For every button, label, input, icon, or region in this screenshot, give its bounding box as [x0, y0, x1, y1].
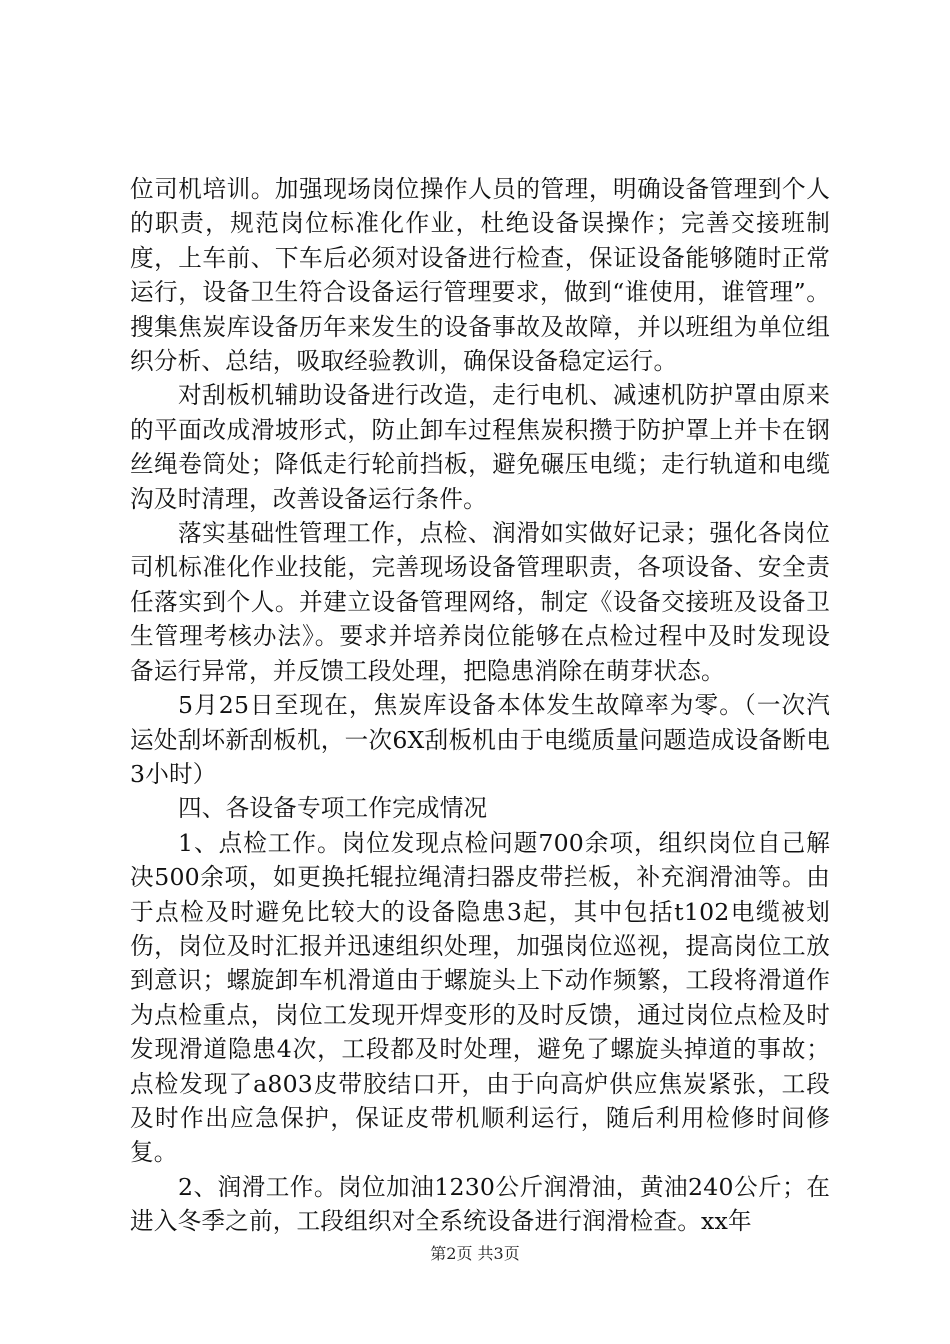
- paragraph-failure-rate: 5月25日至现在，焦炭库设备本体发生故障率为零。（一次汽运处刮坏新刮板机，一次6X刮板机由于电缆质量问题造成设备断电3小时）: [130, 691, 830, 788]
- paragraph-training: 位司机培训。加强现场岗位操作人员的管理，明确设备管理到个人的职责，规范岗位标准化作业，杜绝设备误操作；完善交接班制度，上车前、下车后必须对设备进行检查，保证设备能够随时正常运行，设备卫生符合设备运行管理要求，做到“谁使用，谁管理”。搜集焦炭库设备历年来发生的设备事故及故障，并以班组为单位组织分析、总结，吸取经验教训，确保设备稳定运行。: [130, 175, 830, 376]
- page-number-footer: 第2页 共3页: [430, 1244, 520, 1263]
- paragraph-lubrication-work: 2、润滑工作。岗位加油1230公斤润滑油，黄油240公斤；在进入冬季之前，工段组织对全系统设备进行润滑检查。xx年: [130, 1172, 830, 1236]
- paragraph-scraper-modification: 对刮板机辅助设备进行改造，走行电机、减速机防护罩由原来的平面改成滑坡形式，防止卸车过程焦炭积攒于防护罩上并卡在钢丝绳卷筒处；降低走行轮前挡板，避免碾压电缆；走行轨道和电缆沟及时清理，改善设备运行条件。: [130, 381, 830, 513]
- paragraph-basic-management: 落实基础性管理工作，点检、润滑如实做好记录；强化各岗位司机标准化作业技能，完善现场设备管理职责，各项设备、安全责任落实到个人。并建立设备管理网络，制定《设备交接班及设备卫生管理考核办法》。要求并培养岗位能够在点检过程中及时发现设备运行异常，并反馈工段处理，把隐患消除在萌芽状态。: [130, 519, 830, 685]
- paragraph-inspection-work: 1、点检工作。岗位发现点检问题700余项，组织岗位自己解决500余项，如更换托辊拉绳清扫器皮带拦板，补充润滑油等。由于点检及时避免比较大的设备隐患3起，其中包括t102电缆被划伤，岗位及时汇报并迅速组织处理，加强岗位巡视，提高岗位工放到意识；螺旋卸车机滑道由于螺旋头上下动作频繁，工段将滑道作为点检重点，岗位工发现开焊变形的及时反馈，通过岗位点检及时发现滑道隐患4次，工段都及时处理，避免了螺旋头掉道的事故；点检发现了a803皮带胶结口开，由于向高炉供应焦炭紧张，工段及时作出应急保护，保证皮带机顺利运行，随后利用检修时间修复。: [130, 828, 830, 1167]
- document-body: [130, 172, 830, 1239]
- section-heading-special-work: 四、各设备专项工作完成情况: [178, 794, 488, 823]
